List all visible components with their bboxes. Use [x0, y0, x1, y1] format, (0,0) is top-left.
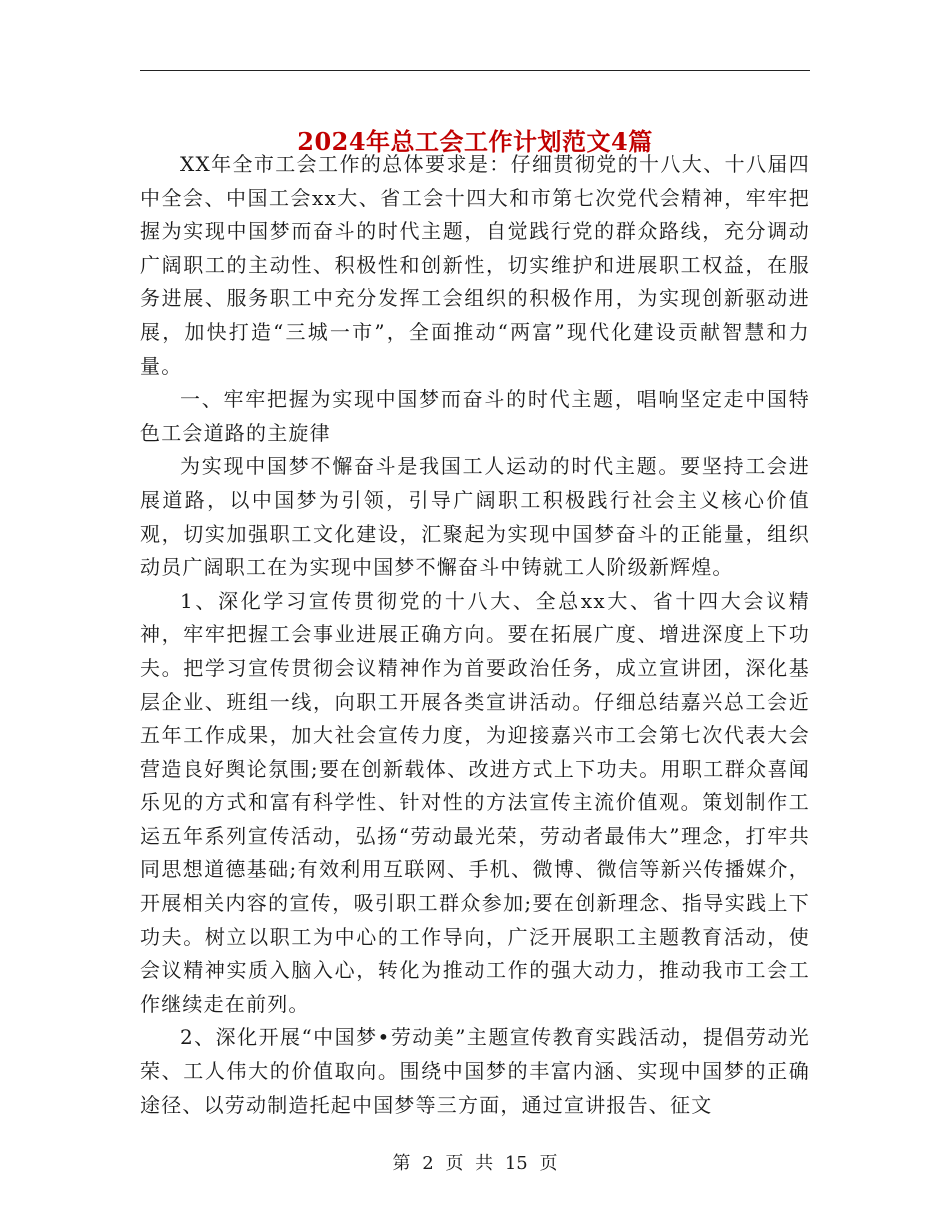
document-title: 2024年总工会工作计划范文4篇 [297, 127, 653, 157]
paragraph-section-1: 为实现中国梦不懈奋斗是我国工人运动的时代主题。要坚持工会进展道路，以中国梦为引领，引导广阔职工积极践行社会主义核心价值观，切实加强职工文化建设，汇聚起为实现中国梦奋斗的正能量，组织动员广阔职工在为实现中国梦不懈奋斗中铸就工人阶级新辉煌。 [140, 454, 810, 580]
header-rule [140, 70, 810, 71]
paragraph-item-1: 1、深化学习宣传贯彻党的十八大、全总xx大、省十四大会议精神，牢牢把握工会事业进展正确方向。要在拓展广度、增进深度上下功夫。把学习宣传贯彻会议精神作为首要政治任务，成立宣讲团，深化基层企业、班组一线，向职工开展各类宣讲活动。仔细总结嘉兴总工会近五年工作成果，加大社会宣传力度，为迎接嘉兴市工会第七次代表大会营造良好舆论氛围;要在创新载体、改进方式上下功夫。用职工群众喜闻乐见的方式和富有科学性、针对性的方法宣传主流价值观。策划制作工运五年系列宣传活动，弘扬“劳动最光荣，劳动者最伟大”理念，打牢共同思想道德基础;有效利用互联网、手机、微博、微信等新兴传播媒介，开展相关内容的宣传，吸引职工群众参加;要在创新理念、指导实践上下功夫。树立以职工为中心的工作导向，广泛开展职工主题教育活动，使会议精神实质入脑入心，转化为推动工作的强大动力，推动我市工会工作继续走在前列。 [140, 588, 810, 1016]
paragraph-item-2: 2、深化开展“中国梦•劳动美”主题宣传教育实践活动，提倡劳动光荣、工人伟大的价值取向。围绕中国梦的丰富内涵、实现中国梦的正确途径、以劳动制造托起中国梦等三方面，通过宣讲报告、征文 [140, 1025, 810, 1117]
page-footer: 第 2 页 共 15 页 [392, 1153, 558, 1174]
paragraph-intro: XX年全市工会工作的总体要求是：仔细贯彻党的十八大、十八届四中全会、中国工会xx大、省工会十四大和市第七次党代会精神，牢牢把握为实现中国梦而奋斗的时代主题，自觉践行党的群众路线，充分调动广阔职工的主动性、积极性和创新性，切实维护和进展职工权益，在服务进展、服务职工中充分发挥工会组织的积极作用，为实现创新驱动进展，加快打造“三城一市”，全面推动“两富”现代化建设贡献智慧和力量。 [140, 152, 810, 378]
section-heading-1: 一、牢牢把握为实现中国梦而奋斗的时代主题，唱响坚定走中国特色工会道路的主旋律 [140, 387, 810, 445]
document-body [140, 148, 810, 1122]
